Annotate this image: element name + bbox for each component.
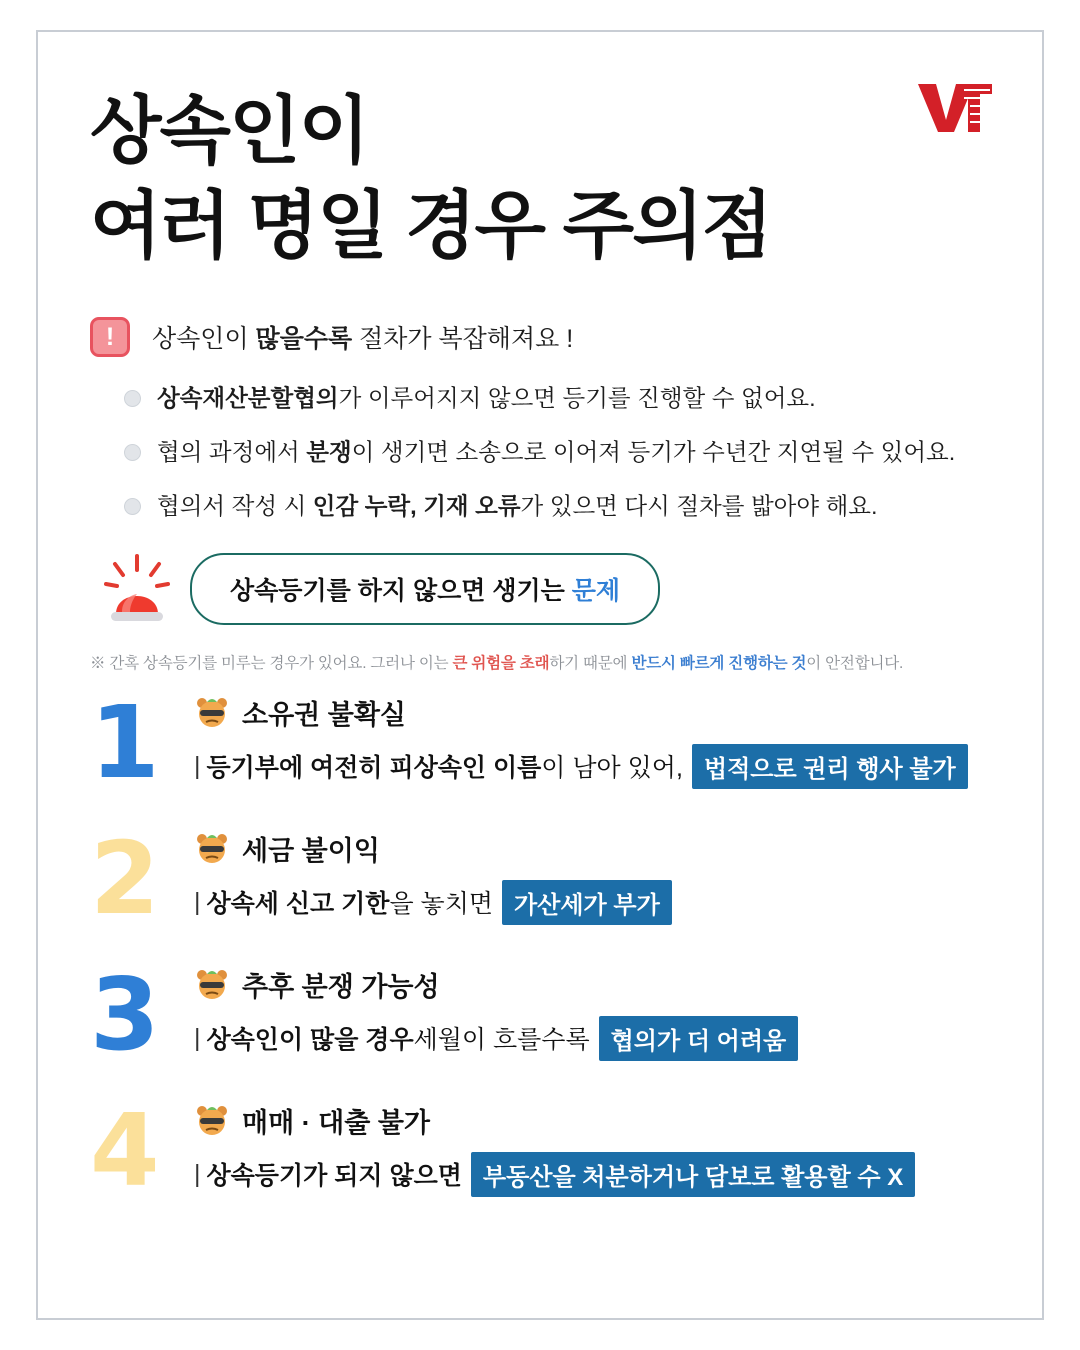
siren-icon bbox=[100, 554, 174, 624]
alert-suffix: 절차가 복잡해져요 ! bbox=[352, 325, 574, 354]
item-sub-rest: 세월이 흐를수록 bbox=[413, 1026, 590, 1055]
bullet-text bbox=[157, 491, 878, 523]
bullet-rest: 가 있으면 다시 절차를 밟아야 해요. bbox=[520, 492, 878, 519]
bullet-strong: 인감 누락, 기재 오류 bbox=[312, 492, 521, 519]
section-heading-row bbox=[90, 553, 990, 625]
item-heading bbox=[194, 1101, 915, 1140]
item-bar: | bbox=[194, 751, 201, 780]
item-tag: 가산세가 부가 bbox=[502, 880, 672, 925]
page-title bbox=[90, 84, 990, 273]
poster-card bbox=[36, 30, 1044, 1320]
exclamation-icon: ! bbox=[90, 317, 130, 357]
bullet-strong: 분쟁 bbox=[306, 439, 352, 466]
item-number: 4 bbox=[90, 1091, 160, 1209]
angry-bear-icon bbox=[194, 1102, 230, 1138]
bullet-dot-icon bbox=[124, 390, 141, 407]
note-p2: 하기 때문에 bbox=[549, 654, 632, 672]
item-sub-rest: 을 놓치면 bbox=[389, 890, 493, 919]
item-bar: | bbox=[194, 1023, 201, 1052]
item-subtitle bbox=[194, 1152, 915, 1197]
bullet-list bbox=[90, 383, 990, 522]
bullet-text bbox=[157, 437, 955, 469]
item-tag: 협의가 더 어려움 bbox=[599, 1016, 799, 1061]
bullet-strong: 상속재산분할협의 bbox=[157, 385, 339, 412]
item-number: 3 bbox=[90, 955, 160, 1073]
pill-highlight: 문제 bbox=[571, 576, 621, 605]
vt-logo-icon bbox=[916, 80, 994, 136]
item-subtitle bbox=[194, 1016, 798, 1061]
note-red: 큰 위험을 초래 bbox=[452, 654, 550, 672]
alert-prefix: 상속인이 bbox=[152, 325, 256, 354]
list-item bbox=[90, 819, 990, 959]
bullet-rest: 이 생기면 소송으로 이어져 등기가 수년간 지연될 수 있어요. bbox=[351, 439, 956, 466]
angry-bear-icon bbox=[194, 694, 230, 730]
footnote bbox=[90, 651, 990, 673]
bullet-lead: 협의 과정에서 bbox=[157, 439, 307, 466]
item-sub-prefix: 등기부에 여전히 피상속인 이름 bbox=[206, 754, 542, 783]
item-bar: | bbox=[194, 887, 201, 916]
item-heading bbox=[194, 829, 672, 868]
item-title: 매매 · 대출 불가 bbox=[242, 1107, 430, 1138]
bullet-rest: 가 이루어지지 않으면 등기를 진행할 수 없어요. bbox=[338, 385, 816, 412]
note-blue: 반드시 빠르게 진행하는 것 bbox=[631, 654, 807, 672]
numbered-list bbox=[90, 683, 990, 1231]
note-p3: 이 안전합니다. bbox=[806, 654, 904, 672]
bullet-dot-icon bbox=[124, 444, 141, 461]
bullet-text bbox=[157, 383, 816, 415]
item-sub-prefix: 상속인이 많을 경우 bbox=[206, 1026, 414, 1055]
item-tag: 법적으로 권리 행사 불가 bbox=[692, 744, 968, 789]
pill-prefix: 상속등기를 하지 않으면 생기는 bbox=[230, 576, 572, 605]
item-sub-prefix: 상속등기가 되지 않으면 bbox=[206, 1162, 462, 1191]
item-subtitle bbox=[194, 744, 968, 789]
alert-strong: 많을수록 bbox=[255, 325, 353, 354]
list-item bbox=[124, 437, 990, 469]
note-p1: ※ 간혹 상속등기를 미루는 경우가 있어요. 그러나 이는 bbox=[90, 654, 453, 672]
item-title: 추후 분쟁 가능성 bbox=[242, 971, 440, 1002]
list-item bbox=[124, 383, 990, 415]
list-item bbox=[90, 1091, 990, 1231]
list-item bbox=[90, 955, 990, 1095]
alert-row bbox=[90, 317, 990, 357]
item-number: 1 bbox=[90, 683, 160, 801]
item-title: 소유권 불확실 bbox=[242, 699, 406, 730]
item-sub-prefix: 상속세 신고 기한 bbox=[206, 890, 390, 919]
title-line-2: 여러 명일 경우 주의점 bbox=[90, 183, 772, 267]
angry-bear-icon bbox=[194, 966, 230, 1002]
angry-bear-icon bbox=[194, 830, 230, 866]
item-heading bbox=[194, 965, 798, 1004]
bullet-dot-icon bbox=[124, 498, 141, 515]
item-tag: 부동산을 처분하거나 담보로 활용할 수 X bbox=[471, 1152, 915, 1197]
item-title: 세금 불이익 bbox=[242, 835, 380, 866]
list-item bbox=[124, 491, 990, 523]
item-number: 2 bbox=[90, 819, 160, 937]
status-badge bbox=[190, 553, 660, 625]
list-item bbox=[90, 683, 990, 823]
bullet-lead: 협의서 작성 시 bbox=[157, 492, 313, 519]
alert-text bbox=[152, 319, 573, 355]
item-bar: | bbox=[194, 1159, 201, 1188]
title-line-1: 상속인이 bbox=[90, 89, 368, 172]
item-sub-rest: 이 남아 있어, bbox=[541, 754, 683, 783]
item-subtitle bbox=[194, 880, 672, 925]
item-heading bbox=[194, 693, 968, 732]
